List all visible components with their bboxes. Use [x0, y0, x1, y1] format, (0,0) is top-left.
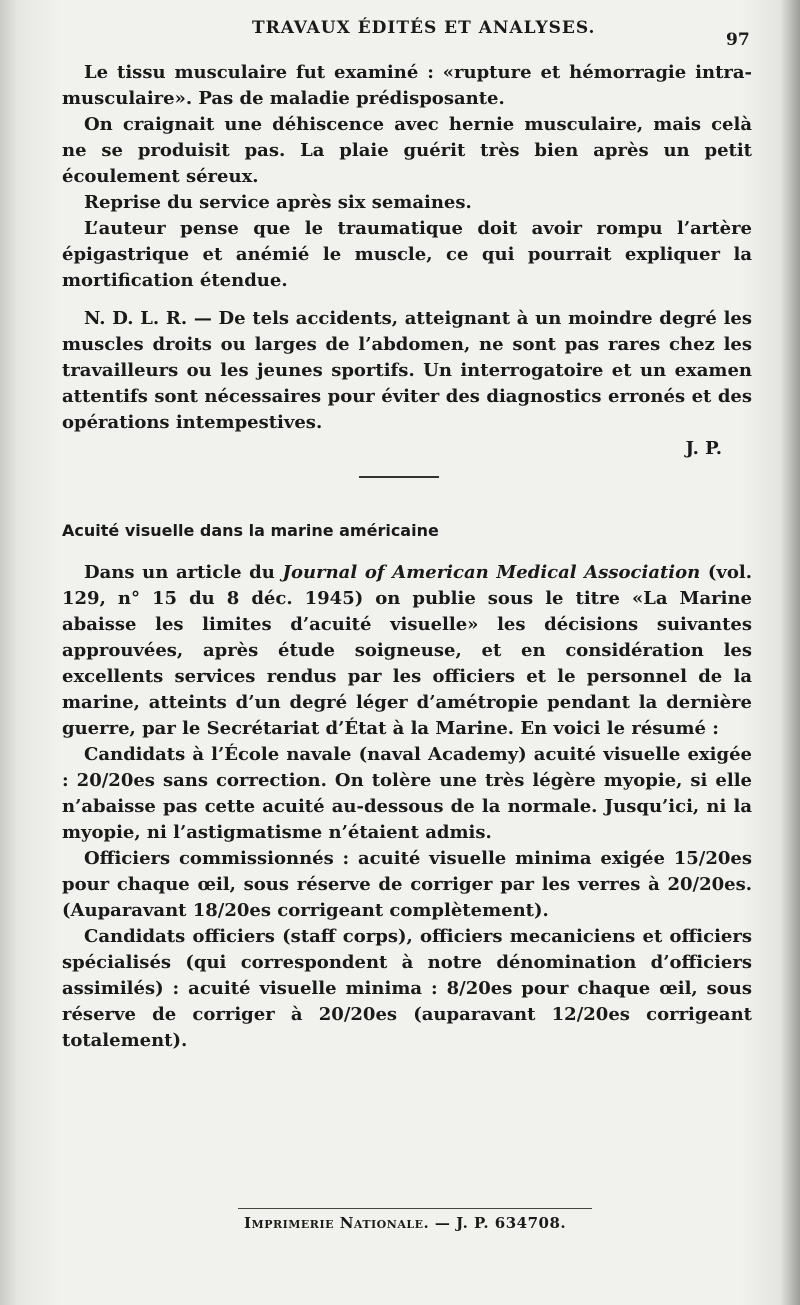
body-text — [62, 60, 752, 1054]
paragraph: Reprise du service après six semaines. — [84, 192, 472, 213]
paragraph: On craignait une déhiscence avec hernie musculaire, mais celà ne se produisit pas. La plaie guérit très bien après un petit écoulement séreux. — [62, 114, 752, 187]
spacer — [62, 294, 752, 306]
paragraph: Officiers commissionnés : acuité visuelle minima exigée 15/20es pour chaque œil, sous réserve de corriger par les verres à 20/20es. (Auparavant 18/20es corrigeant complètement). — [62, 848, 752, 921]
printer-name: Imprimerie Nationale. — [244, 1214, 430, 1232]
paragraph: Le tissu musculaire fut examiné : «rupture et hémorragie intra-musculaire». Pas de maladie prédisposante. — [62, 62, 752, 109]
printer-footer — [244, 1214, 566, 1232]
section-title: Acuité visuelle dans la marine américaine — [62, 521, 439, 540]
journal-title: Journal of American Medical Association — [282, 562, 701, 583]
paragraph: Candidats à l’École navale (naval Academy) acuité visuelle exigée : 20/20es sans correction. On tolère une très légère myopie, si elle n’abaisse pas cette acuité au-dessous de la normale. Jusqu’ici, ni la myopie, ni l’astigmatisme n’étaient admis. — [62, 744, 752, 843]
intro-text-continued: (vol. 129, n° 15 du 8 déc. 1945) on publie sous le titre «La Marine abaisse les limites d’acuité visuelle» les décisions suivantes approuvées, après étude soigneuse, et en considération les excellents services rendus par les officiers et le personnel de la marine, atteints d’un degré léger d’amétropie pendant la dernière guerre, par le Secrétariat d’État à la Marine. En voici le résumé : — [62, 562, 752, 739]
section-divider — [359, 476, 439, 478]
paragraph: L’auteur pense que le traumatique doit avoir rompu l’artère épigastrique et anémié le muscle, ce qui pourrait expliquer la mortification étendue. — [62, 218, 752, 291]
page-number: 97 — [726, 30, 750, 50]
paragraph: Candidats officiers (staff corps), officiers mecaniciens et officiers spécialisés (qui correspondent à notre dénomination d’officiers assimilés) : acuité visuelle minima : 8/20es pour chaque œil, sous réserve de corriger à 20/20es (auparavant 12/20es corrigeant totalement). — [62, 926, 752, 1051]
page-header — [0, 14, 800, 50]
signature: J. P. — [685, 438, 722, 459]
running-title: TRAVAUX ÉDITÉS ET ANALYSES. — [252, 18, 596, 38]
editor-note: N. D. L. R. — De tels accidents, atteignant à un moindre degré les muscles droits ou larges de l’abdomen, ne sont pas rares chez les travailleurs ou les jeunes sportifs. Un interrogatoire et un examen attentifs sont nécessaires pour éviter des diagnostics erronés et des opérations intempestives. — [62, 308, 752, 433]
footer-divider — [238, 1208, 592, 1209]
intro-text: Dans un article du — [84, 562, 283, 583]
paragraph — [62, 560, 752, 742]
print-code: — J. P. 634708. — [429, 1214, 567, 1232]
